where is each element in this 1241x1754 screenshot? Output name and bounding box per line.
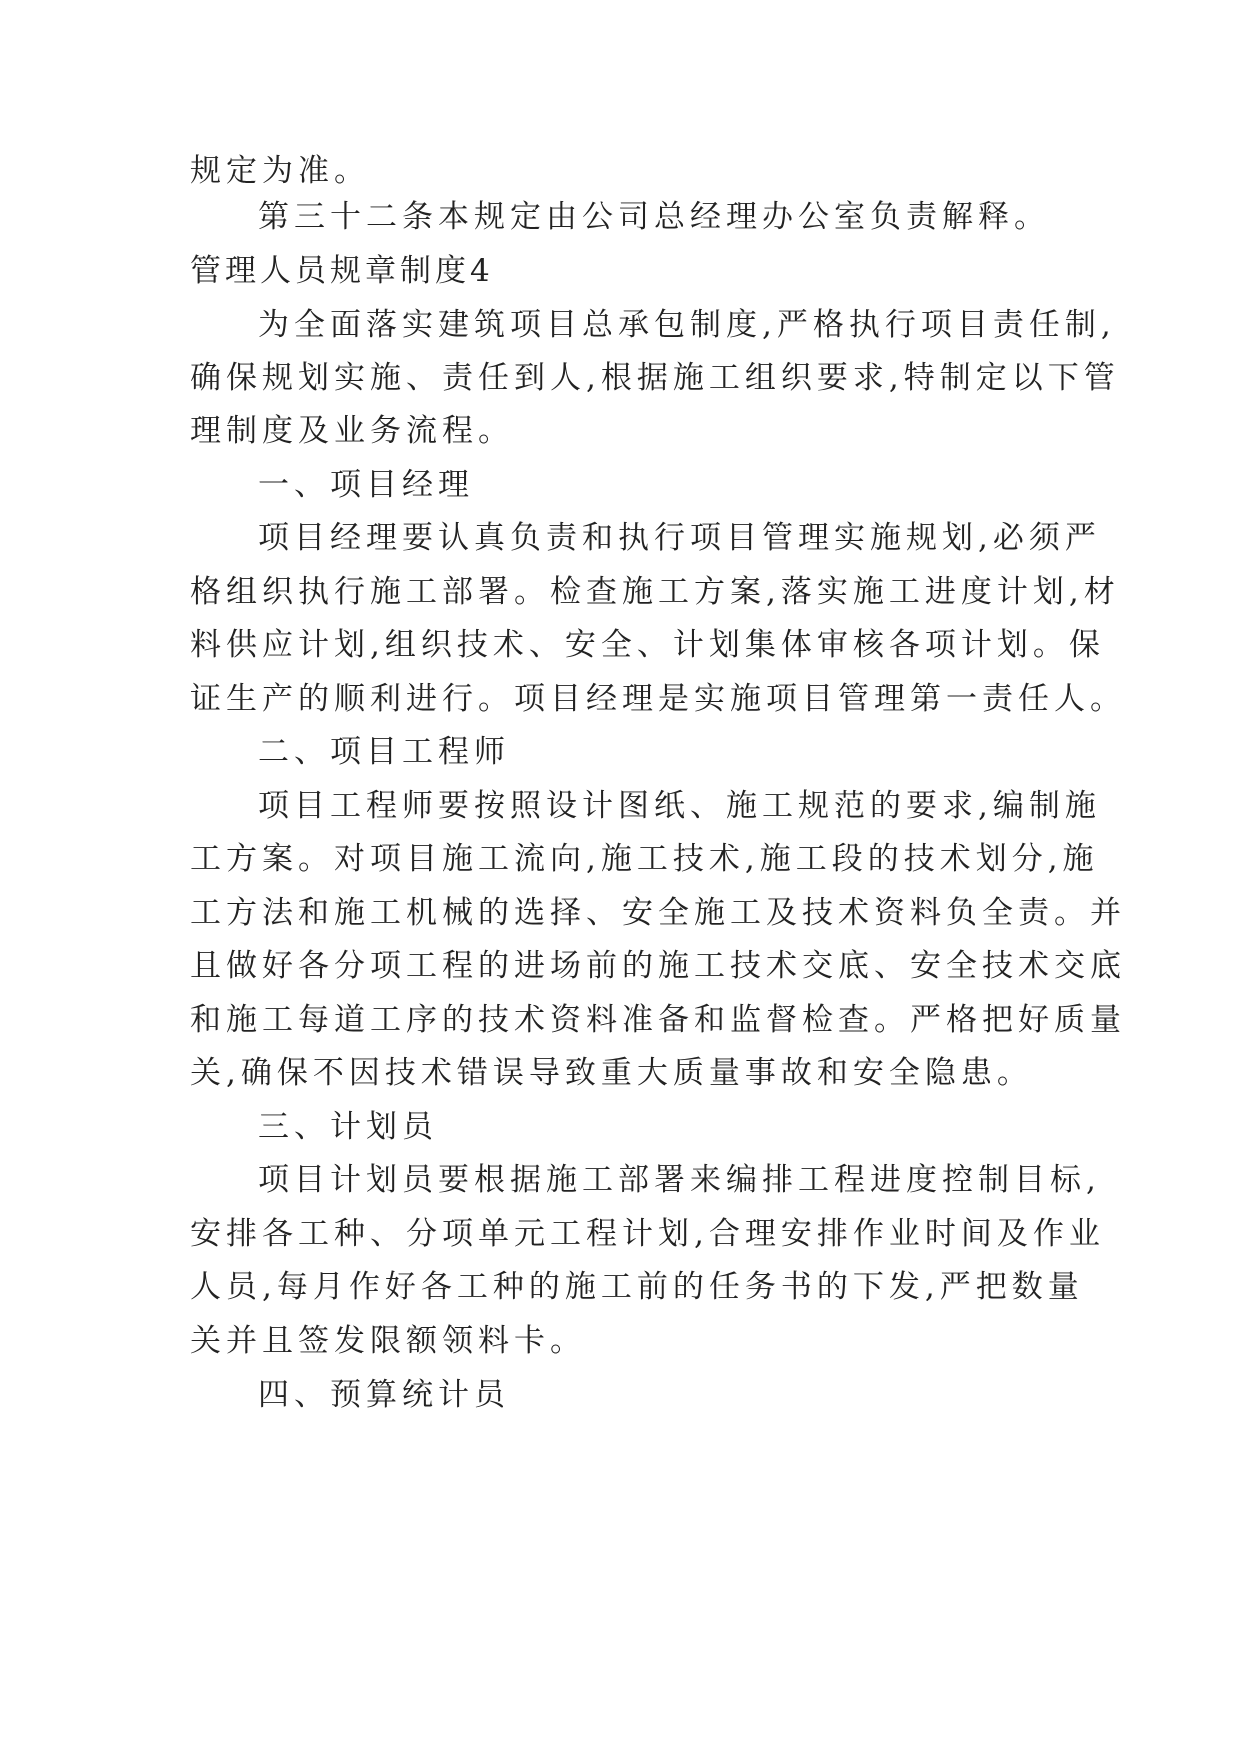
subheading: 一、项目经理 <box>258 467 474 503</box>
text-line: 为全面落实建筑项目总承包制度,严格执行项目责任制, <box>258 307 1116 343</box>
text-line: 理制度及业务流程。 <box>190 413 514 449</box>
text-line: 人员,每月作好各工种的施工前的任务书的下发,严把数量 <box>190 1269 1084 1305</box>
text-line: 和施工每道工序的技术资料准备和监督检查。严格把好质量 <box>190 1002 1126 1038</box>
text-line: 项目计划员要根据施工部署来编排工程进度控制目标, <box>258 1162 1101 1198</box>
subheading: 三、计划员 <box>258 1109 438 1145</box>
text-line: 工方法和施工机械的选择、安全施工及技术资料负全责。并 <box>190 895 1126 931</box>
text-line: 且做好各分项工程的进场前的施工技术交底、安全技术交底 <box>190 948 1126 984</box>
text-line: 格组织执行施工部署。检查施工方案,落实施工进度计划,材 <box>190 574 1120 610</box>
text-line: 关并且签发限额领料卡。 <box>190 1323 586 1359</box>
text-line: 项目工程师要按照设计图纸、施工规范的要求,编制施 <box>258 788 1101 824</box>
section-title: 管理人员规章制度4 <box>190 253 494 289</box>
text-line: 证生产的顺利进行。项目经理是实施项目管理第一责任人。 <box>190 681 1126 717</box>
text-line: 确保规划实施、责任到人,根据施工组织要求,特制定以下管 <box>190 360 1120 396</box>
text-line: 料供应计划,组织技术、安全、计划集体审核各项计划。保 <box>190 627 1105 663</box>
text-line: 第三十二条本规定由公司总经理办公室负责解释。 <box>258 199 1050 235</box>
text-line: 工方案。对项目施工流向,施工技术,施工段的技术划分,施 <box>190 841 1099 877</box>
subheading: 二、项目工程师 <box>258 734 510 770</box>
text-line: 项目经理要认真负责和执行项目管理实施规划,必须严 <box>258 520 1101 556</box>
text-line: 规定为准。 <box>190 153 370 189</box>
subheading: 四、预算统计员 <box>258 1377 510 1413</box>
text-line: 关,确保不因技术错误导致重大质量事故和安全隐患。 <box>190 1055 1033 1091</box>
text-line: 安排各工种、分项单元工程计划,合理安排作业时间及作业 <box>190 1216 1105 1252</box>
